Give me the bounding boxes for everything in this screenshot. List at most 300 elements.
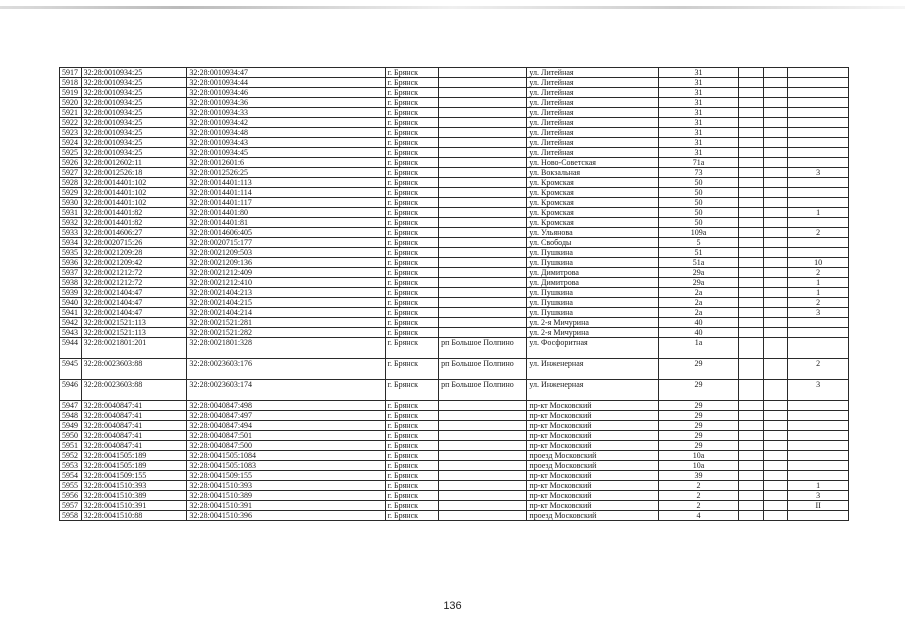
empty-cell bbox=[763, 328, 788, 338]
city-cell: г. Брянск bbox=[385, 481, 438, 491]
table-row bbox=[60, 491, 849, 501]
street-cell: ул. Кромская bbox=[527, 188, 659, 198]
street-cell: ул. Литейная bbox=[527, 98, 659, 108]
city-cell: г. Брянск bbox=[385, 118, 438, 128]
parent-cadastral-number-cell: 32:28:0010934:25 bbox=[81, 148, 187, 158]
empty-cell bbox=[739, 471, 764, 481]
house-number-cell: 51а bbox=[658, 258, 738, 268]
house-number-cell: 40 bbox=[658, 318, 738, 328]
empty-cell bbox=[739, 298, 764, 308]
empty-cell bbox=[763, 168, 788, 178]
city-cell: г. Брянск bbox=[385, 441, 438, 451]
locality-cell: рп Большое Полпино bbox=[439, 359, 527, 380]
apartment-number-cell: II bbox=[788, 501, 849, 511]
house-number-cell: 2 bbox=[658, 481, 738, 491]
cadastral-number-cell: 32:28:0021521:282 bbox=[187, 328, 385, 338]
apartment-number-cell bbox=[788, 78, 849, 88]
parent-cadastral-number-cell: 32:28:0021404:47 bbox=[81, 308, 187, 318]
empty-cell bbox=[739, 208, 764, 218]
street-cell: проезд Московский bbox=[527, 451, 659, 461]
page-number: 136 bbox=[443, 600, 462, 612]
street-cell: ул. Ульянова bbox=[527, 228, 659, 238]
empty-cell bbox=[763, 98, 788, 108]
empty-cell bbox=[739, 108, 764, 118]
parent-cadastral-number-cell: 32:28:0041510:391 bbox=[81, 501, 187, 511]
table-row bbox=[60, 411, 849, 421]
row-number-cell: 5943 bbox=[60, 328, 82, 338]
empty-cell bbox=[739, 411, 764, 421]
city-cell: г. Брянск bbox=[385, 148, 438, 158]
parent-cadastral-number-cell: 32:28:0040847:41 bbox=[81, 431, 187, 441]
apartment-number-cell bbox=[788, 198, 849, 208]
city-cell: г. Брянск bbox=[385, 98, 438, 108]
parent-cadastral-number-cell: 32:28:0014401:82 bbox=[81, 208, 187, 218]
row-number-cell: 5924 bbox=[60, 138, 82, 148]
row-number-cell: 5921 bbox=[60, 108, 82, 118]
locality-cell bbox=[439, 248, 527, 258]
city-cell: г. Брянск bbox=[385, 78, 438, 88]
empty-cell bbox=[739, 128, 764, 138]
locality-cell bbox=[439, 188, 527, 198]
locality-cell bbox=[439, 308, 527, 318]
empty-cell bbox=[763, 461, 788, 471]
house-number-cell: 29 bbox=[658, 431, 738, 441]
parent-cadastral-number-cell: 32:28:0010934:25 bbox=[81, 108, 187, 118]
street-cell: пр-кт Московский bbox=[527, 431, 659, 441]
house-number-cell: 5 bbox=[658, 238, 738, 248]
empty-cell bbox=[739, 248, 764, 258]
locality-cell bbox=[439, 511, 527, 521]
house-number-cell: 50 bbox=[658, 208, 738, 218]
row-number-cell: 5939 bbox=[60, 288, 82, 298]
city-cell: г. Брянск bbox=[385, 359, 438, 380]
empty-cell bbox=[739, 218, 764, 228]
row-number-cell: 5940 bbox=[60, 298, 82, 308]
locality-cell bbox=[439, 471, 527, 481]
table-row bbox=[60, 288, 849, 298]
cadastral-number-cell: 32:28:0021521:281 bbox=[187, 318, 385, 328]
empty-cell bbox=[763, 441, 788, 451]
city-cell: г. Брянск bbox=[385, 318, 438, 328]
table-row bbox=[60, 501, 849, 511]
table-row bbox=[60, 98, 849, 108]
apartment-number-cell bbox=[788, 128, 849, 138]
empty-cell bbox=[763, 511, 788, 521]
empty-cell bbox=[763, 288, 788, 298]
table-row bbox=[60, 511, 849, 521]
empty-cell bbox=[739, 461, 764, 471]
apartment-number-cell bbox=[788, 188, 849, 198]
empty-cell bbox=[763, 68, 788, 78]
empty-cell bbox=[739, 178, 764, 188]
locality-cell bbox=[439, 78, 527, 88]
empty-cell bbox=[763, 308, 788, 318]
cadastral-number-cell: 32:28:0012526:25 bbox=[187, 168, 385, 178]
parent-cadastral-number-cell: 32:28:0012526:18 bbox=[81, 168, 187, 178]
house-number-cell: 2 bbox=[658, 501, 738, 511]
apartment-number-cell bbox=[788, 218, 849, 228]
cadastral-number-cell: 32:28:0041509:155 bbox=[187, 471, 385, 481]
street-cell: ул. Литейная bbox=[527, 128, 659, 138]
apartment-number-cell bbox=[788, 148, 849, 158]
empty-cell bbox=[763, 198, 788, 208]
cadastral-number-cell: 32:28:0010934:46 bbox=[187, 88, 385, 98]
table-row bbox=[60, 471, 849, 481]
row-number-cell: 5919 bbox=[60, 88, 82, 98]
table-row bbox=[60, 328, 849, 338]
table-row bbox=[60, 148, 849, 158]
empty-cell bbox=[739, 441, 764, 451]
locality-cell bbox=[439, 108, 527, 118]
street-cell: пр-кт Московский bbox=[527, 471, 659, 481]
locality-cell bbox=[439, 268, 527, 278]
apartment-number-cell: 2 bbox=[788, 359, 849, 380]
locality-cell bbox=[439, 68, 527, 78]
locality-cell bbox=[439, 318, 527, 328]
street-cell: пр-кт Московский bbox=[527, 421, 659, 431]
empty-cell bbox=[739, 431, 764, 441]
table-row bbox=[60, 158, 849, 168]
parent-cadastral-number-cell: 32:28:0021404:47 bbox=[81, 298, 187, 308]
city-cell: г. Брянск bbox=[385, 198, 438, 208]
table-row bbox=[60, 168, 849, 178]
locality-cell bbox=[439, 148, 527, 158]
empty-cell bbox=[739, 188, 764, 198]
empty-cell bbox=[763, 148, 788, 158]
city-cell: г. Брянск bbox=[385, 401, 438, 411]
parent-cadastral-number-cell: 32:28:0021212:72 bbox=[81, 268, 187, 278]
apartment-number-cell: 1 bbox=[788, 278, 849, 288]
table-row bbox=[60, 380, 849, 401]
locality-cell bbox=[439, 158, 527, 168]
locality-cell bbox=[439, 118, 527, 128]
street-cell: ул. Литейная bbox=[527, 78, 659, 88]
empty-cell bbox=[739, 338, 764, 359]
empty-cell bbox=[739, 401, 764, 411]
house-number-cell: 71а bbox=[658, 158, 738, 168]
parent-cadastral-number-cell: 32:28:0040847:41 bbox=[81, 421, 187, 431]
locality-cell bbox=[439, 208, 527, 218]
locality-cell: рп Большое Полпино bbox=[439, 338, 527, 359]
house-number-cell: 109а bbox=[658, 228, 738, 238]
locality-cell bbox=[439, 218, 527, 228]
empty-cell bbox=[763, 88, 788, 98]
parent-cadastral-number-cell: 32:28:0040847:41 bbox=[81, 441, 187, 451]
street-cell: пр-кт Московский bbox=[527, 481, 659, 491]
apartment-number-cell bbox=[788, 411, 849, 421]
empty-cell bbox=[739, 168, 764, 178]
table-row bbox=[60, 258, 849, 268]
parent-cadastral-number-cell: 32:28:0041505:189 bbox=[81, 451, 187, 461]
row-number-cell: 5954 bbox=[60, 471, 82, 481]
parent-cadastral-number-cell: 32:28:0010934:25 bbox=[81, 98, 187, 108]
street-cell: ул. Кромская bbox=[527, 198, 659, 208]
house-number-cell: 31 bbox=[658, 128, 738, 138]
apartment-number-cell bbox=[788, 88, 849, 98]
city-cell: г. Брянск bbox=[385, 491, 438, 501]
empty-cell bbox=[763, 208, 788, 218]
house-number-cell: 73 bbox=[658, 168, 738, 178]
apartment-number-cell bbox=[788, 248, 849, 258]
parent-cadastral-number-cell: 32:28:0010934:25 bbox=[81, 88, 187, 98]
street-cell: ул. 2-я Мичурина bbox=[527, 318, 659, 328]
row-number-cell: 5944 bbox=[60, 338, 82, 359]
parent-cadastral-number-cell: 32:28:0014401:102 bbox=[81, 188, 187, 198]
scan-edge-artifact bbox=[0, 6, 905, 9]
row-number-cell: 5942 bbox=[60, 318, 82, 328]
cadastral-number-cell: 32:28:0010934:44 bbox=[187, 78, 385, 88]
row-number-cell: 5934 bbox=[60, 238, 82, 248]
table-row bbox=[60, 88, 849, 98]
parent-cadastral-number-cell: 32:28:0021212:72 bbox=[81, 278, 187, 288]
empty-cell bbox=[739, 148, 764, 158]
locality-cell bbox=[439, 128, 527, 138]
parent-cadastral-number-cell: 32:28:0023603:88 bbox=[81, 380, 187, 401]
cadastral-number-cell: 32:28:0021404:214 bbox=[187, 308, 385, 318]
apartment-number-cell: 10 bbox=[788, 258, 849, 268]
cadastral-number-cell: 32:28:0023603:174 bbox=[187, 380, 385, 401]
city-cell: г. Брянск bbox=[385, 338, 438, 359]
apartment-number-cell bbox=[788, 441, 849, 451]
house-number-cell: 29 bbox=[658, 359, 738, 380]
locality-cell bbox=[439, 481, 527, 491]
parent-cadastral-number-cell: 32:28:0041509:155 bbox=[81, 471, 187, 481]
table-row bbox=[60, 208, 849, 218]
apartment-number-cell: 3 bbox=[788, 491, 849, 501]
row-number-cell: 5923 bbox=[60, 128, 82, 138]
house-number-cell: 31 bbox=[658, 78, 738, 88]
apartment-number-cell: 1 bbox=[788, 288, 849, 298]
locality-cell bbox=[439, 278, 527, 288]
cadastral-number-cell: 32:28:0014401:80 bbox=[187, 208, 385, 218]
row-number-cell: 5931 bbox=[60, 208, 82, 218]
cadastral-number-cell: 32:28:0041510:391 bbox=[187, 501, 385, 511]
house-number-cell: 2а bbox=[658, 298, 738, 308]
parent-cadastral-number-cell: 32:28:0010934:25 bbox=[81, 128, 187, 138]
parent-cadastral-number-cell: 32:28:0041510:393 bbox=[81, 481, 187, 491]
cadastral-number-cell: 32:28:0040847:500 bbox=[187, 441, 385, 451]
row-number-cell: 5920 bbox=[60, 98, 82, 108]
city-cell: г. Брянск bbox=[385, 511, 438, 521]
city-cell: г. Брянск bbox=[385, 288, 438, 298]
apartment-number-cell: 2 bbox=[788, 268, 849, 278]
row-number-cell: 5945 bbox=[60, 359, 82, 380]
table-row bbox=[60, 441, 849, 451]
locality-cell bbox=[439, 461, 527, 471]
apartment-number-cell bbox=[788, 421, 849, 431]
table-row bbox=[60, 298, 849, 308]
parent-cadastral-number-cell: 32:28:0020715:26 bbox=[81, 238, 187, 248]
row-number-cell: 5947 bbox=[60, 401, 82, 411]
city-cell: г. Брянск bbox=[385, 461, 438, 471]
table-row bbox=[60, 78, 849, 88]
cadastral-number-cell: 32:28:0021404:215 bbox=[187, 298, 385, 308]
cadastral-number-cell: 32:28:0040847:494 bbox=[187, 421, 385, 431]
empty-cell bbox=[763, 471, 788, 481]
parent-cadastral-number-cell: 32:28:0014606:27 bbox=[81, 228, 187, 238]
locality-cell bbox=[439, 501, 527, 511]
city-cell: г. Брянск bbox=[385, 68, 438, 78]
apartment-number-cell bbox=[788, 338, 849, 359]
row-number-cell: 5938 bbox=[60, 278, 82, 288]
street-cell: ул. Пушкина bbox=[527, 298, 659, 308]
locality-cell bbox=[439, 228, 527, 238]
empty-cell bbox=[763, 238, 788, 248]
house-number-cell: 29 bbox=[658, 441, 738, 451]
parent-cadastral-number-cell: 32:28:0021209:42 bbox=[81, 258, 187, 268]
empty-cell bbox=[763, 501, 788, 511]
empty-cell bbox=[763, 298, 788, 308]
street-cell: ул. Фосфоритная bbox=[527, 338, 659, 359]
row-number-cell: 5958 bbox=[60, 511, 82, 521]
empty-cell bbox=[763, 451, 788, 461]
apartment-number-cell bbox=[788, 328, 849, 338]
cadastral-number-cell: 32:28:0010934:45 bbox=[187, 148, 385, 158]
street-cell: пр-кт Московский bbox=[527, 491, 659, 501]
apartment-number-cell bbox=[788, 461, 849, 471]
empty-cell bbox=[763, 338, 788, 359]
locality-cell bbox=[439, 491, 527, 501]
row-number-cell: 5930 bbox=[60, 198, 82, 208]
house-number-cell: 50 bbox=[658, 188, 738, 198]
parent-cadastral-number-cell: 32:28:0014401:82 bbox=[81, 218, 187, 228]
street-cell: ул. Пушкина bbox=[527, 258, 659, 268]
table-row bbox=[60, 461, 849, 471]
house-number-cell: 50 bbox=[658, 178, 738, 188]
apartment-number-cell: 2 bbox=[788, 228, 849, 238]
house-number-cell: 2а bbox=[658, 288, 738, 298]
house-number-cell: 31 bbox=[658, 68, 738, 78]
street-cell: пр-кт Московский bbox=[527, 501, 659, 511]
empty-cell bbox=[739, 98, 764, 108]
city-cell: г. Брянск bbox=[385, 188, 438, 198]
row-number-cell: 5946 bbox=[60, 380, 82, 401]
table-row bbox=[60, 359, 849, 380]
city-cell: г. Брянск bbox=[385, 138, 438, 148]
row-number-cell: 5925 bbox=[60, 148, 82, 158]
city-cell: г. Брянск bbox=[385, 208, 438, 218]
empty-cell bbox=[739, 308, 764, 318]
table-row bbox=[60, 401, 849, 411]
apartment-number-cell: 1 bbox=[788, 208, 849, 218]
empty-cell bbox=[739, 198, 764, 208]
street-cell: проезд Московский bbox=[527, 461, 659, 471]
house-number-cell: 2а bbox=[658, 308, 738, 318]
parent-cadastral-number-cell: 32:28:0040847:41 bbox=[81, 401, 187, 411]
locality-cell bbox=[439, 288, 527, 298]
city-cell: г. Брянск bbox=[385, 178, 438, 188]
parent-cadastral-number-cell: 32:28:0021404:47 bbox=[81, 288, 187, 298]
locality-cell bbox=[439, 298, 527, 308]
row-number-cell: 5922 bbox=[60, 118, 82, 128]
parent-cadastral-number-cell: 32:28:0021521:113 bbox=[81, 318, 187, 328]
empty-cell bbox=[739, 268, 764, 278]
empty-cell bbox=[739, 481, 764, 491]
house-number-cell: 1а bbox=[658, 338, 738, 359]
table-row bbox=[60, 268, 849, 278]
empty-cell bbox=[763, 78, 788, 88]
empty-cell bbox=[763, 118, 788, 128]
table-row bbox=[60, 338, 849, 359]
city-cell: г. Брянск bbox=[385, 421, 438, 431]
row-number-cell: 5917 bbox=[60, 68, 82, 78]
table-row bbox=[60, 238, 849, 248]
parent-cadastral-number-cell: 32:28:0010934:25 bbox=[81, 78, 187, 88]
empty-cell bbox=[739, 138, 764, 148]
apartment-number-cell: 1 bbox=[788, 481, 849, 491]
table-row bbox=[60, 218, 849, 228]
row-number-cell: 5936 bbox=[60, 258, 82, 268]
cadastral-number-cell: 32:28:0041505:1084 bbox=[187, 451, 385, 461]
parent-cadastral-number-cell: 32:28:0021209:28 bbox=[81, 248, 187, 258]
empty-cell bbox=[763, 411, 788, 421]
parent-cadastral-number-cell: 32:28:0012602:11 bbox=[81, 158, 187, 168]
table-row bbox=[60, 68, 849, 78]
street-cell: ул. 2-я Мичурина bbox=[527, 328, 659, 338]
row-number-cell: 5941 bbox=[60, 308, 82, 318]
cadastral-number-cell: 32:28:0010934:36 bbox=[187, 98, 385, 108]
empty-cell bbox=[763, 380, 788, 401]
property-registry-table bbox=[59, 67, 849, 521]
table-row bbox=[60, 118, 849, 128]
apartment-number-cell bbox=[788, 318, 849, 328]
city-cell: г. Брянск bbox=[385, 228, 438, 238]
cadastral-number-cell: 32:28:0040847:501 bbox=[187, 431, 385, 441]
street-cell: ул. Литейная bbox=[527, 88, 659, 98]
locality-cell bbox=[439, 401, 527, 411]
city-cell: г. Брянск bbox=[385, 238, 438, 248]
street-cell: ул. Димитрова bbox=[527, 278, 659, 288]
empty-cell bbox=[739, 421, 764, 431]
apartment-number-cell: 3 bbox=[788, 308, 849, 318]
house-number-cell: 31 bbox=[658, 118, 738, 128]
house-number-cell: 50 bbox=[658, 198, 738, 208]
house-number-cell: 29 bbox=[658, 421, 738, 431]
empty-cell bbox=[763, 278, 788, 288]
locality-cell bbox=[439, 238, 527, 248]
city-cell: г. Брянск bbox=[385, 501, 438, 511]
empty-cell bbox=[763, 401, 788, 411]
locality-cell bbox=[439, 421, 527, 431]
apartment-number-cell bbox=[788, 401, 849, 411]
house-number-cell: 51 bbox=[658, 248, 738, 258]
cadastral-number-cell: 32:28:0020715:177 bbox=[187, 238, 385, 248]
locality-cell bbox=[439, 178, 527, 188]
locality-cell bbox=[439, 258, 527, 268]
city-cell: г. Брянск bbox=[385, 328, 438, 338]
empty-cell bbox=[739, 278, 764, 288]
cadastral-number-cell: 32:28:0010934:48 bbox=[187, 128, 385, 138]
locality-cell bbox=[439, 441, 527, 451]
cadastral-number-cell: 32:28:0014401:117 bbox=[187, 198, 385, 208]
city-cell: г. Брянск bbox=[385, 168, 438, 178]
house-number-cell: 10а bbox=[658, 451, 738, 461]
table-row bbox=[60, 278, 849, 288]
row-number-cell: 5948 bbox=[60, 411, 82, 421]
street-cell: ул. Инженерная bbox=[527, 380, 659, 401]
street-cell: ул. Литейная bbox=[527, 148, 659, 158]
street-cell: ул. Литейная bbox=[527, 68, 659, 78]
street-cell: ул. Литейная bbox=[527, 118, 659, 128]
empty-cell bbox=[763, 158, 788, 168]
parent-cadastral-number-cell: 32:28:0041510:88 bbox=[81, 511, 187, 521]
apartment-number-cell: 3 bbox=[788, 168, 849, 178]
empty-cell bbox=[763, 178, 788, 188]
city-cell: г. Брянск bbox=[385, 248, 438, 258]
street-cell: ул. Пушкина bbox=[527, 308, 659, 318]
table-row bbox=[60, 228, 849, 238]
cadastral-number-cell: 32:28:0010934:33 bbox=[187, 108, 385, 118]
